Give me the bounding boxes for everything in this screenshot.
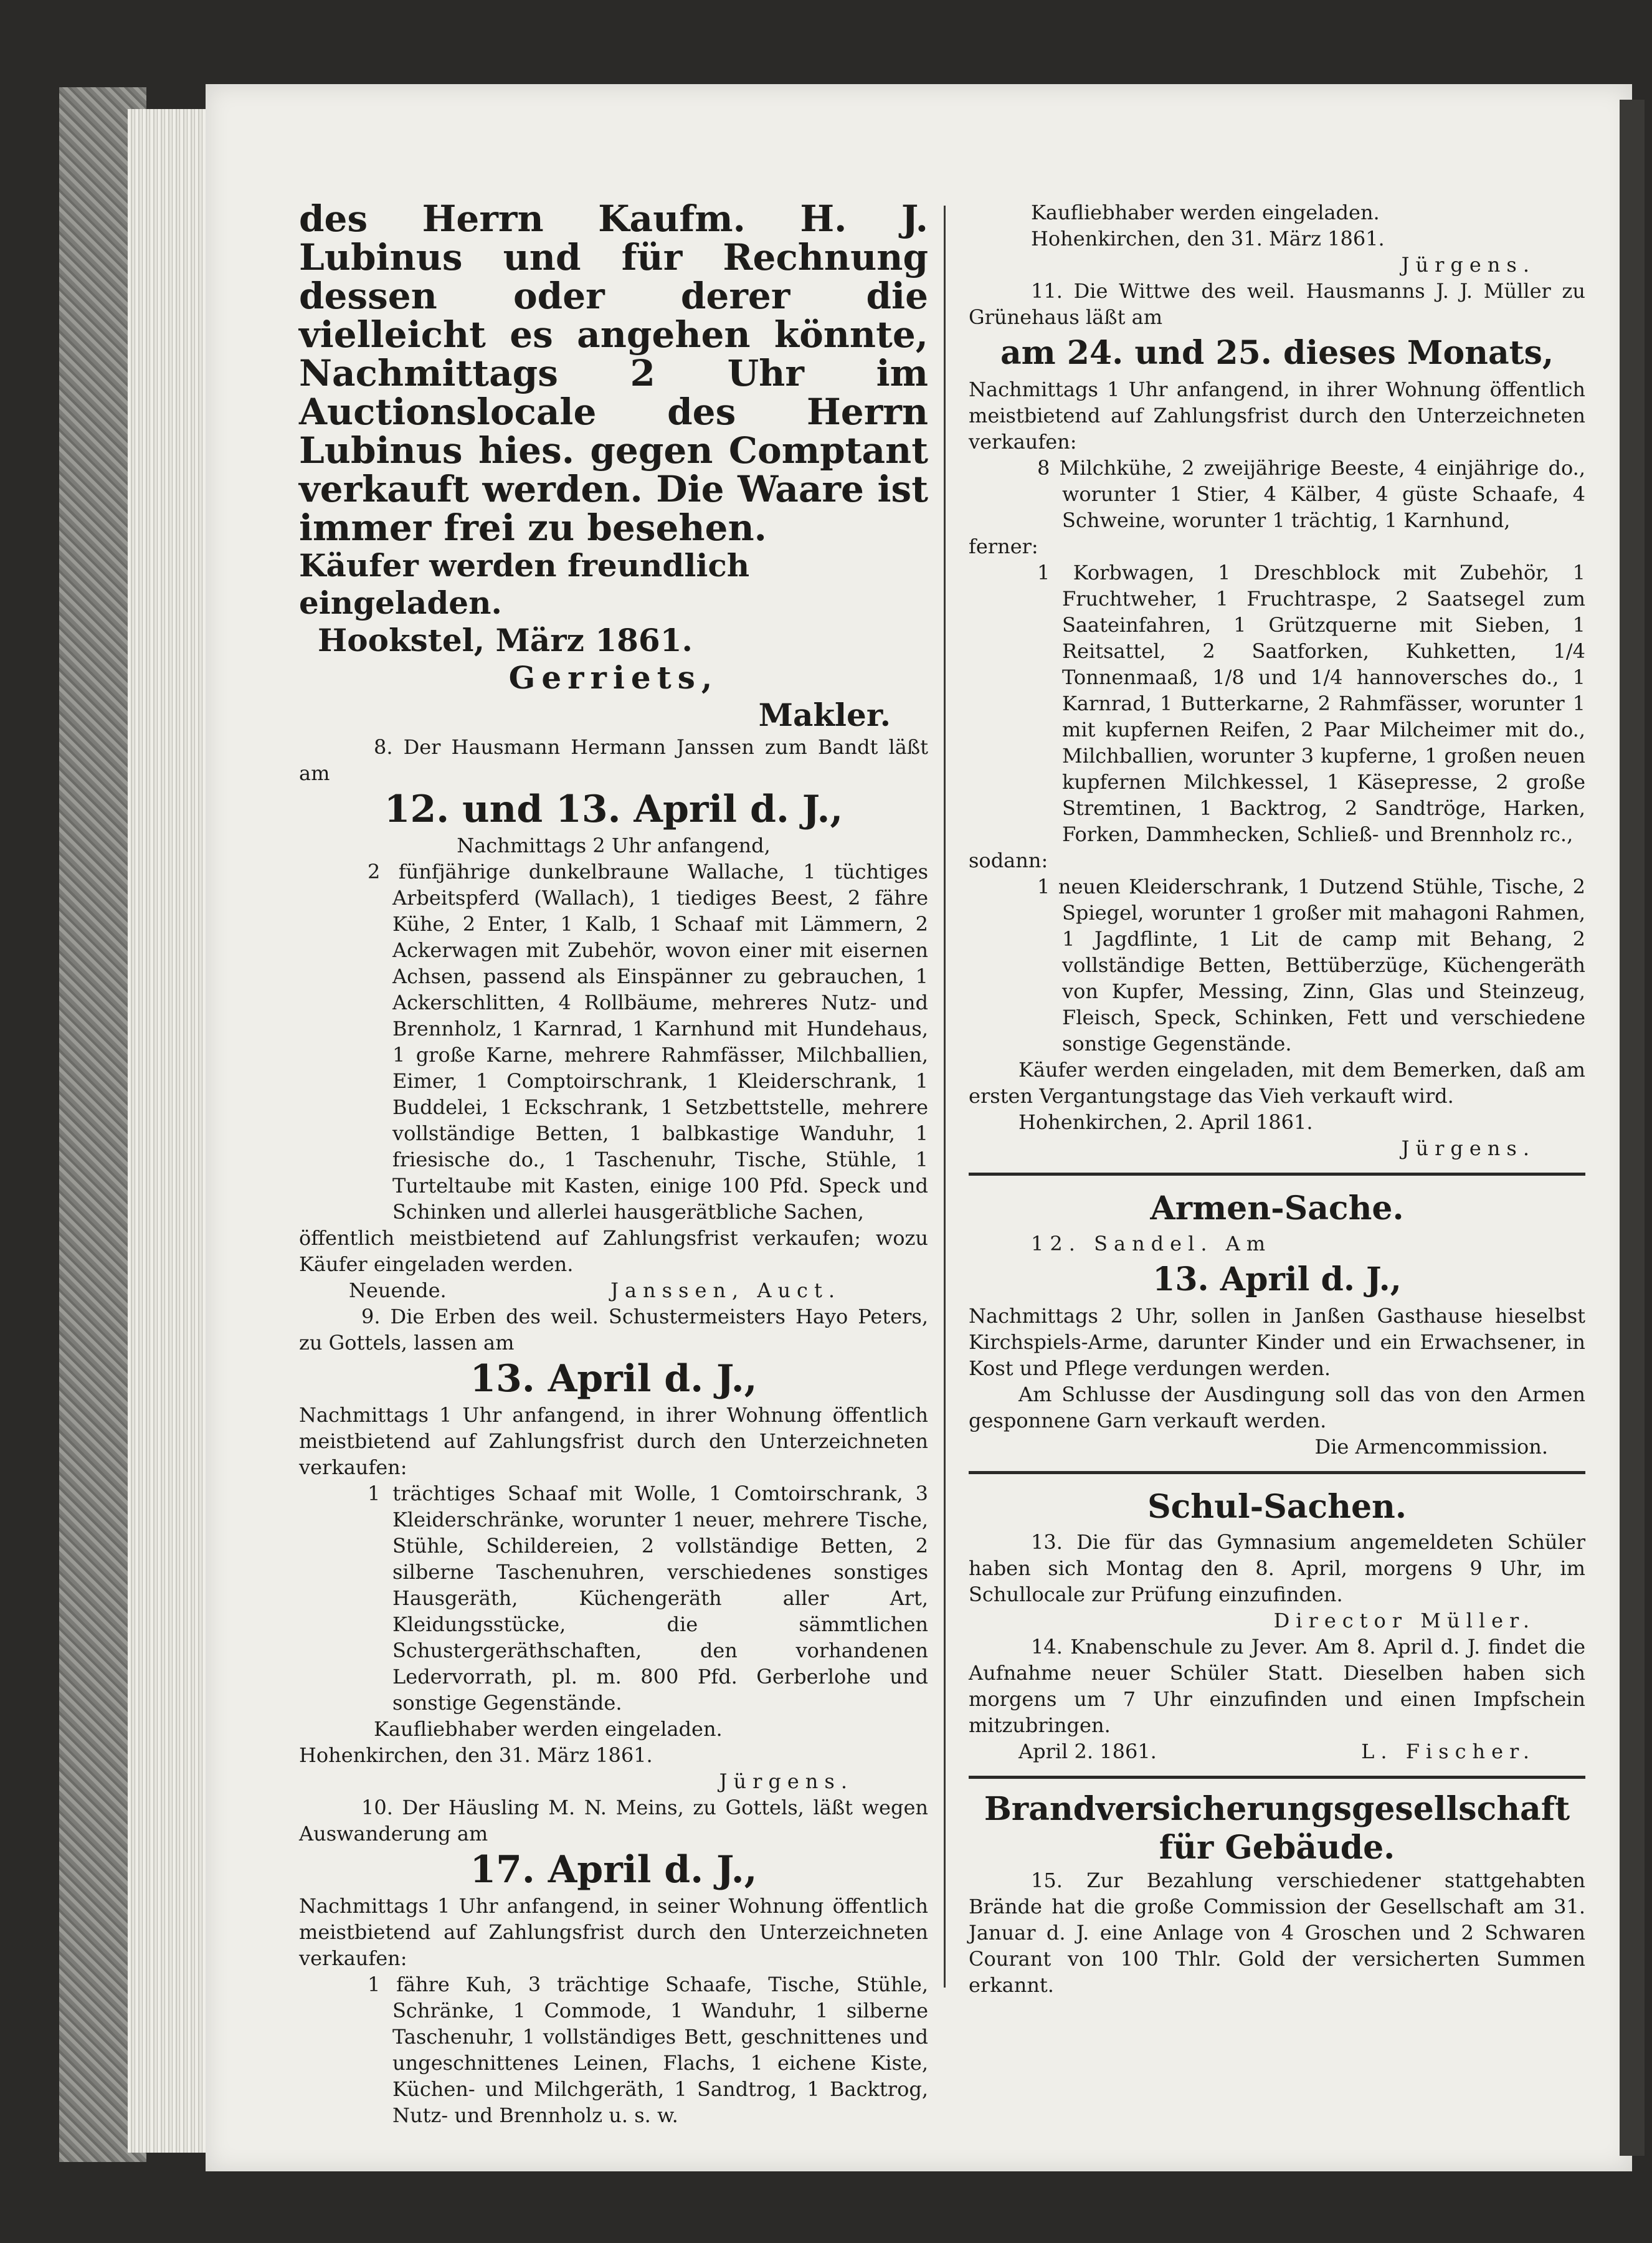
notice-11-ferner: ferner: [969,535,1038,558]
notice-11-items-1: 8 Milchkühe, 2 zweijährige Beeste, 4 einjährige do., worunter 1 Stier, 4 Kälber, 4 güste Schaafe, 4 Schweine, worunter 1 trächtig, 1 Karnhund, [1037,456,1585,532]
notice-9-name: Jürgens. [719,1769,853,1793]
section-rule [969,1776,1585,1779]
section-rule [969,1173,1585,1176]
notice-15-text: 15. Zur Bezahlung verschiedener stattgehabten Brände hat die große Commission der Gesellschaft am 31. Januar d. J. eine Anlage von 4 Groschen und 2 Schwaren Courant von 100 Thlr. Gold der versicherten Summen erkannt. [969,1869,1585,1997]
notice-10-date: 17. April d. J., [470,1848,757,1892]
notice-12-note: Am Schlusse der Ausdingung soll das von den Armen gesponnene Garn verkauft werden. [969,1383,1585,1432]
notice-9-buyers: Kaufliebhaber werden eingeladen. [374,1717,723,1741]
notice-9-head: 9. Die Erben des weil. Schustermeisters Hayo Peters, zu Gottels, lassen am [299,1305,928,1355]
book-gutter [1620,100,1645,2156]
notice-9-text: Nachmittags 1 Uhr anfangend, in ihrer Wohnung öffentlich meistbietend auf Zahlungsfrist durch den Unterzeichneten verkaufen: [299,1403,928,1479]
notice-14-text: 14. Knabenschule zu Jever. Am 8. April d. J. findet die Aufnahme neuer Schüler Statt. Dieselben haben sich morgens um 7 Uhr einzufinden und einen Impfschein mitzubringen. [969,1635,1585,1737]
notice-8-head: 8. Der Hausmann Hermann Janssen zum Bandt läßt am [299,735,928,785]
right-column [969,199,1585,1998]
notice-12-text: Nachmittags 2 Uhr, sollen in Janßen Gasthause hieselbst Kirchspiels-Arme, darunter Kinder und ein Erwachsener, in Kost und Pflege verdungen werden. [969,1304,1585,1380]
notice-11-head: 11. Die Wittwe des weil. Hausmanns J. J. Müller zu Grünehaus läßt am [969,279,1585,329]
notice-9-place-date: Hohenkirchen, den 31. März 1861. [299,1743,653,1767]
notice-11-items-3: 1 neuen Kleiderschrank, 1 Dutzend Stühle, Tische, 2 Spiegel, worunter 1 großer mit mahagoni Rahmen, 1 Jagdflinte, 1 Lit de camp mit Behang, 2 vollständige Betten, Bettüberzüge, Küchengeräth von Kupfer, Messing, Zinn, Glas und Steinzeug, Fleisch, Speck, Schinken, Fett und verschiedene sonstige Gegenstände. [1037,875,1585,1055]
top-place-date: Hohenkirchen, den 31. März 1861. [1031,227,1385,250]
notice-10-head: 10. Der Häusling M. N. Meins, zu Gottels, läßt wegen Auswanderung am [299,1796,928,1845]
notice-9-items: 1 trächtiges Schaaf mit Wolle, 1 Comtoirschrank, 3 Kleiderschränke, worunter 1 neuer, mehrere Tische, Stühle, Schildereien, 2 vollständige Betten, 2 silberne Taschenuhren, verschiedenes sonstiges Hausgeräth, Küchengeräth aller Art, Kleidungsstücke, die sämmtlichen Schustergeräthschaften, den vorhandenen Ledervorrath, pl. m. 800 Pfd. Gerberlohe und sonstige Gegenstände. [368,1482,928,1715]
notice-12-date: 13. April d. J., [1152,1260,1402,1298]
notice-8-date: 12. und 13. April d. J., [384,788,843,831]
armen-section-title: Armen-Sache. [1150,1189,1404,1227]
notice-8-time: Nachmittags 2 Uhr anfangend, [457,834,771,857]
top-buyers: Kaufliebhaber werden eingeladen. [1031,201,1380,224]
notice-14-signature [969,1738,1585,1764]
top-name: Jürgens. [1401,253,1536,277]
notice-8-signature [299,1277,928,1303]
notice-11-note: Käufer werden eingeladen, mit dem Bemerken, daß am ersten Vergantungstage das Vieh verkauft wird. [969,1058,1585,1108]
notice-12-sign: Die Armencommission. [1314,1435,1548,1459]
notice-11-items-2: 1 Korbwagen, 1 Dreschblock mit Zubehör, 1 Fruchtweher, 1 Fruchtraspe, 2 Saatsegel zum Saateinfahren, 1 Grützquerne mit Sieben, 1 Reitsattel, 2 Saatforken, Kuhketten, 1/4 Tonnenmaaß, 1/8 und 1/4 hannoversches do., 1 Karnrad, 1 Butterkarne, 2 Rahmfässer, worunter 1 mit kupfernen Reifen, 2 Paar Milcheimer mit do., Milchballien, worunter 3 kupferne, 1 großen neuen kupfernen Milchkessel, 1 Käsepresse, 2 große Stremtinen, 1 Backtrog, 2 Sandtröge, Harken, Forken, Dammhecken, Schließ- und Brennholz rc., [1037,561,1585,846]
notice-8-items: 2 fünfjährige dunkelbraune Wallache, 1 tüchtiges Arbeitspferd (Wallach), 1 tiediges Beest, 2 fähre Kühe, 2 Enter, 1 Kalb, 1 Schaaf mit Lämmern, 2 Ackerwagen mit Zubehör, wovon einer mit eisernen Achsen, passend als Einspänner zu gebrauchen, 1 Ackerschlitten, 4 Rollbäume, mehreres Nutz- und Brennholz, 1 Karnrad, 1 Karnhund mit Hundehaus, 1 große Karne, mehrere Rahmfässer, Milchballien, Eimer, 1 Comptoirschrank, 1 Kleiderschrank, 1 Buddelei, 1 Eckschrank, 1 Setzbettstelle, mehrere vollständige Betten, 1 balbkastige Wanduhr, 1 friesische do., 1 Taschenuhr, Tische, Stühle, 1 Turteltaube mit Kasten, einige 100 Pfd. Speck und Schinken und allerlei hausgerätbliche Sachen, [368,860,928,1224]
left-column [299,199,928,2128]
notice-14-name: L. Fischer. [1361,1740,1536,1763]
notice-11-place-date: Hohenkirchen, 2. April 1861. [1018,1110,1313,1134]
signatory-role: Makler. [758,697,891,733]
signatory-name: Gerriets, [508,659,719,696]
notice-11-name: Jürgens. [1401,1136,1536,1160]
notice-10-text: Nachmittags 1 Uhr anfangend, in seiner Wohnung öffentlich meistbietend auf Zahlungsfrist durch den Unterzeichneten verkaufen: [299,1894,928,1970]
notice-8-place: Neuende. [349,1279,447,1302]
notice-11-date: am 24. und 25. dieses Monats, [1000,334,1554,372]
notice-8-sale: öffentlich meistbietend auf Zahlungsfrist verkaufen; wozu Käufer eingeladen werden. [299,1226,928,1276]
notice-8-auctioneer: Janssen, Auct. [610,1279,841,1302]
notice-13-text: 13. Die für das Gymnasium angemeldeten Schüler haben sich Montag den 8. April, morgens 9 Uhr, im Schullocale zur Prüfung einzufinden. [969,1530,1585,1606]
notice-10-items: 1 fähre Kuh, 3 trächtige Schaafe, Tische, Stühle, Schränke, 1 Commode, 1 Wanduhr, 1 silberne Taschenuhr, 1 vollständiges Bett, geschnittenes und ungeschnittenes Leinen, Flachs, 1 eichene Kiste, Küchen- und Milchgeräth, 1 Sandtrog, 1 Backtrog, Nutz- und Brennholz u. s. w. [368,1973,928,2127]
place-date: Hookstel, März 1861. [318,622,693,659]
notice-12-head: 12. Sandel. Am [1031,1232,1272,1255]
notice-11-sodann: sodann: [969,849,1048,872]
column-divider [944,206,946,1988]
notice-13-sign: Director Müller. [1273,1609,1536,1632]
intro-text: des Herrn Kaufm. H. J. Lubinus und für Rechnung dessen oder derer die vielleicht es angehen könnte, Nachmittags 2 Uhr im Auctionslocale des Herrn Lubinus hies. gegen Comptant verkauft werden. Die Waare ist immer frei zu besehen. [299,198,928,549]
section-rule [969,1471,1585,1474]
notice-11-text: Nachmittags 1 Uhr anfangend, in ihrer Wohnung öffentlich meistbietend auf Zahlungsfrist durch den Unterzeichneten verkaufen: [969,378,1585,454]
notice-14-date: April 2. 1861. [1018,1740,1157,1763]
brand-section-title: Brandversicherungsgesellschaft für Gebäude. [984,1790,1570,1867]
buyers-invite: Käufer werden freundlich eingeladen. [299,547,750,621]
schul-section-title: Schul-Sachen. [1147,1488,1407,1526]
notice-9-date: 13. April d. J., [470,1357,757,1401]
